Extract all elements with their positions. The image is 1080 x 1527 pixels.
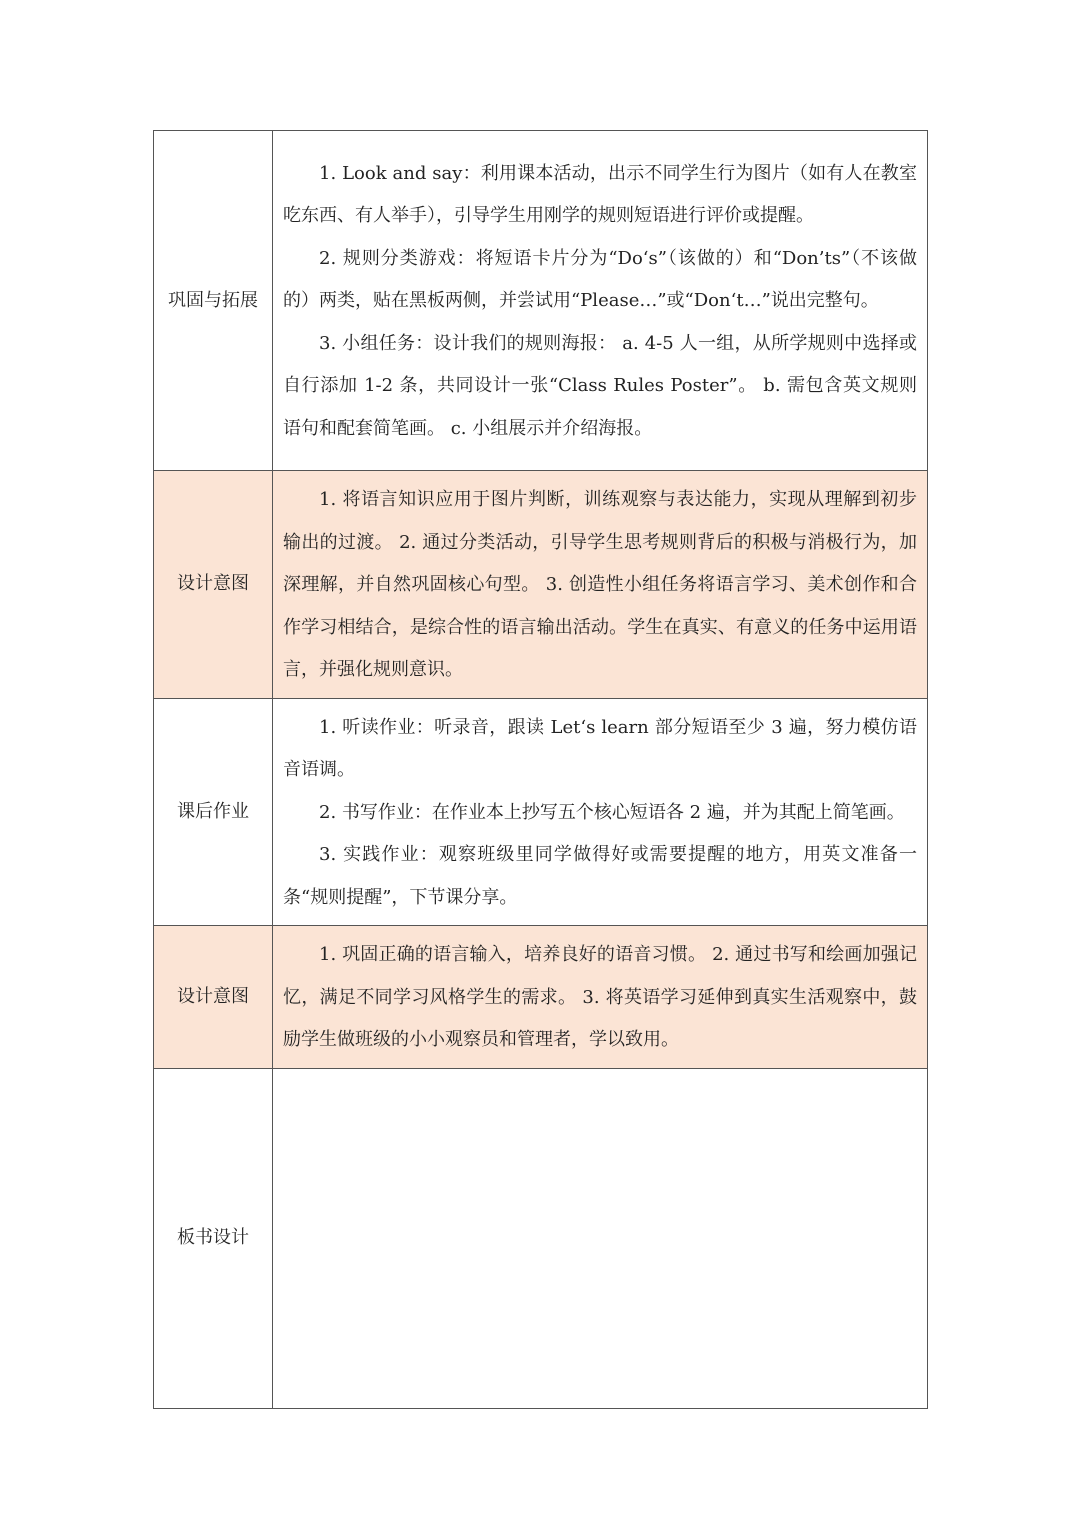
row-content (273, 926, 928, 1069)
row-content (273, 471, 928, 699)
row-content (273, 698, 928, 926)
row-label: 设计意图 (154, 926, 273, 1069)
paragraph: 1. 听读作业：听录音，跟读 Let‘s learn 部分短语至少 3 遍，努力模仿语音语调。 (283, 716, 917, 780)
lesson-plan-table (153, 130, 928, 1409)
paragraph: 1. 将语言知识应用于图片判断，训练观察与表达能力，实现从理解到初步输出的过渡。 2. 通过分类活动，引导学生思考规则背后的积极与消极行为，加深理解，并自然巩固核心句型。 3. 创造性小组任务将语言学习、美术创作和合作学习相结合，是综合性的语言输出活动。学生在真实、有意义的任务中运用语言，并强化规则意识。 (283, 489, 917, 680)
paragraph: 2. 规则分类游戏：将短语卡片分为“Do‘s”（该做的）和“Don’ts”（不该做的）两类，贴在黑板两侧，并尝试用“Please…”或“Don‘t…”说出完整句。 (283, 247, 917, 312)
table-row-design-intent-1 (154, 471, 928, 699)
table-row-homework (154, 698, 928, 926)
paragraph: 3. 小组任务：设计我们的规则海报： a. 4-5 人一组，从所学规则中选择或自行添加 1-2 条，共同设计一张“Class Rules Poster”。 b. 需包含英文规则语句和配套简笔画。 c. 小组展示并介绍海报。 (283, 332, 917, 439)
row-label: 课后作业 (154, 698, 273, 926)
paragraph: 3. 实践作业：观察班级里同学做得好或需要提醒的地方，用英文准备一条“规则提醒”，下节课分享。 (283, 844, 917, 908)
table-row-blackboard-design (154, 1068, 928, 1408)
table-row-design-intent-2 (154, 926, 928, 1069)
row-content-empty (273, 1068, 928, 1408)
row-label: 板书设计 (154, 1068, 273, 1408)
row-content (273, 131, 928, 471)
paragraph: 1. 巩固正确的语言输入，培养良好的语音习惯。 2. 通过书写和绘画加强记忆，满足不同学习风格学生的需求。 3. 将英语学习延伸到真实生活观察中，鼓励学生做班级的小小观察员和管理者，学以致用。 (283, 944, 917, 1050)
paragraph: 1. Look and say：利用课本活动，出示不同学生行为图片（如有人在教室吃东西、有人举手），引导学生用刚学的规则短语进行评价或提醒。 (283, 162, 917, 227)
paragraph: 2. 书写作业：在作业本上抄写五个核心短语各 2 遍，并为其配上简笔画。 (319, 801, 905, 823)
row-label: 设计意图 (154, 471, 273, 699)
table-row-consolidation (154, 131, 928, 471)
row-label: 巩固与拓展 (154, 131, 273, 471)
